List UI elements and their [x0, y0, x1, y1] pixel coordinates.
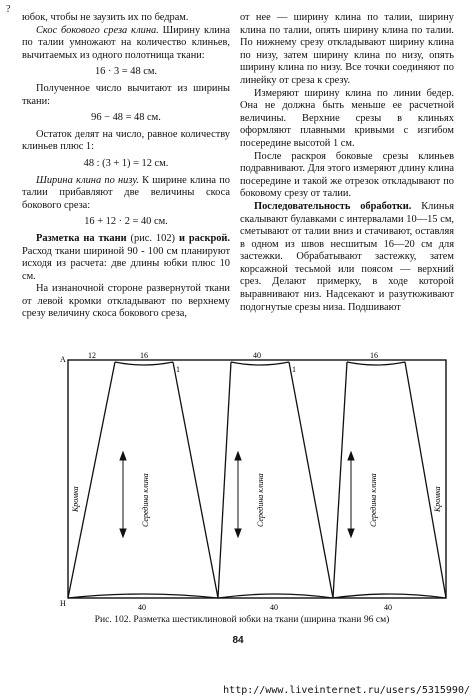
- formula: 16 · 3 = 48 см.: [94, 66, 158, 78]
- selvage-label: Кромка: [71, 486, 80, 512]
- paragraph: юбок, чтобы не заузить их по бедрам.: [22, 12, 189, 23]
- formula: 48 : (3 + 1) = 12 см.: [83, 157, 169, 169]
- paragraph: от нее — ширину клина по талии, ширину клина по талии, опять ширину клина по талии. По нижнему срезу откладывают ширину клина по низу, затем ширину клина по низу, опять ширину клина по низу. Все точки соединяют по линейку от среза к срезу.: [240, 12, 454, 86]
- paragraph-text: Расход ткани шириной 90 - 100 см планируют исходя из расчета: две длины юбки плюс 10 см.: [22, 245, 230, 282]
- corner-label-a: A: [60, 355, 66, 364]
- margin-mark: ?: [6, 4, 11, 15]
- waist-curve: [231, 362, 289, 365]
- corner-label-h: H: [60, 599, 66, 608]
- top-measure-label: 16: [370, 352, 378, 360]
- arrow-head: [348, 529, 354, 537]
- bottom-measure-label: 40: [138, 603, 146, 612]
- arrow-head: [120, 529, 126, 537]
- wedge-line: [68, 362, 115, 598]
- arrow-head: [235, 452, 241, 460]
- source-url: http://www.liveinternet.ru/users/5315990/: [223, 685, 470, 696]
- wedge-line: [333, 362, 347, 598]
- figure-caption: Рис. 102. Разметка шестиклиновой юбки на ткани (ширина ткани 96 см): [94, 614, 390, 625]
- right-column: [240, 12, 454, 314]
- paragraph: Полученное число вычитают из ширины ткани:: [22, 82, 230, 107]
- subheading: и раскрой.: [178, 232, 231, 244]
- curve-height-label: 1: [292, 365, 296, 374]
- paragraph: Измеряют ширину клина по линии бедер. Она не должна быть меньше ее расчетной величины. Верхние срезы в клиньях оформляют плавными кривыми с изгибом посередине высотой 1 см.: [240, 87, 454, 149]
- curve-height-label: 1: [176, 365, 180, 374]
- paragraph: [22, 25, 230, 63]
- formula: 96 − 48 = 48 см.: [91, 112, 161, 124]
- top-measure-label: 40: [253, 352, 261, 360]
- arrow-head: [235, 529, 241, 537]
- wedge-line: [173, 362, 218, 598]
- wedge-center-label: Середина клина: [256, 473, 265, 527]
- arrow-head: [120, 452, 126, 460]
- paragraph: [22, 233, 230, 283]
- wedge-line: [289, 362, 333, 598]
- subheading: Разметка на ткани: [36, 232, 127, 244]
- pattern-figure: [48, 352, 460, 614]
- wedge-center-label: Середина клина: [369, 473, 378, 527]
- formula: 16 + 12 · 2 = 40 см.: [84, 216, 168, 228]
- selvage-label: Кромка: [433, 486, 442, 512]
- paragraph: Остаток делят на число, равное количеству клиньев плюс 1:: [22, 128, 230, 153]
- subheading: Последовательность обработки.: [254, 200, 412, 212]
- paragraph-text: К ширине клина по талии прибавляют две величины скоса бокового среза:: [22, 174, 230, 211]
- skirt-layout-diagram: [48, 352, 460, 614]
- paragraph: [22, 175, 230, 213]
- top-measure-label: 16: [140, 352, 148, 360]
- left-column: [22, 12, 230, 321]
- paragraph-text: Клинья скалывают булавками с интервалами 10—15 см, сметывают от талии вниз и стачивают, оставляя в одном из швов несшитым 16—20 см для застежки. Обрабатывают застежку, затем корсажной тесьмой или поясом — верхний срез. Делают примерку, в ходе которой выравнивают низ. Надсекают и разутюживают подогнутые срезы низа. Подшивают: [240, 200, 454, 313]
- wedge-line: [218, 362, 231, 598]
- paragraph: На изнаночной стороне развернутой ткани от левой кромки откладывают по верхнему срезу величину скоса бокового среза,: [22, 283, 230, 320]
- subheading: Скос бокового среза клина.: [36, 24, 159, 36]
- wedge-center-label: Середина клина: [141, 473, 150, 527]
- wedge-line: [405, 362, 446, 598]
- waist-curve: [115, 362, 173, 365]
- paragraph: После раскроя боковые срезы клиньев подравнивают. Для этого измеряют длину клина посередине и такой же отрезок откладывают по боковому срезу от талии.: [240, 150, 454, 200]
- arrow-head: [348, 452, 354, 460]
- top-measure-label: 12: [88, 352, 96, 360]
- paragraph: [240, 201, 454, 314]
- page-number: 84: [232, 635, 244, 646]
- waist-curve: [347, 362, 405, 365]
- bottom-measure-label: 40: [270, 603, 278, 612]
- subheading: Ширина клина по низу.: [36, 174, 139, 186]
- paragraph-text: Ширину клина по талии умножают на количество клиньев, вычитаемых из одного полотнища ткани:: [22, 24, 230, 61]
- paragraph-text: (рис. 102): [126, 232, 179, 244]
- bottom-measure-label: 40: [384, 603, 392, 612]
